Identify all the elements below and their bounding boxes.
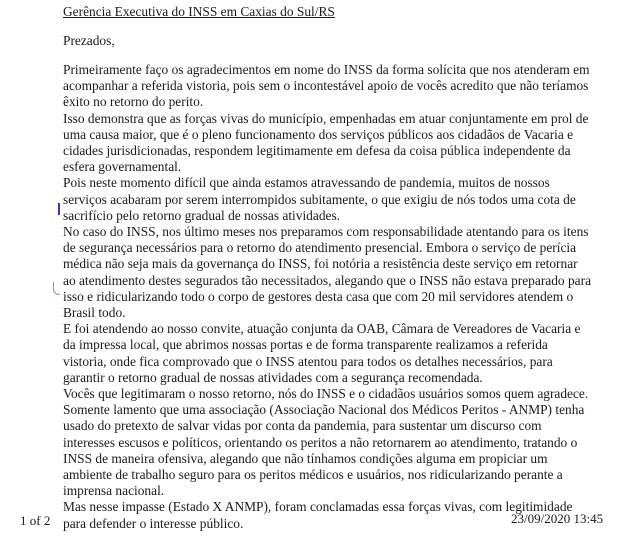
margin-annotation-mark <box>53 282 60 295</box>
body-line: interesses escusos e políticos, orientando os peritos a não retornarem ao atendimento, tratando o <box>63 434 578 450</box>
body-line: médica não seja mais da governança do INSS, foi notória a resistência deste serviço em retornar <box>63 256 578 272</box>
body-line: Primeiramente faço os agradecimentos em nome do INSS da forma solícita que nos atenderam em <box>63 62 590 77</box>
body-line: INSS de maneira ofensiva, alegando que não tínhamos condições alguma em propiciar um <box>63 450 548 466</box>
body-line: garantir o retorno gradual de nossas atividades com a segurança recomendada. <box>63 369 483 385</box>
body-line: esfera governamental. <box>63 159 182 175</box>
body-line: de segurança necessários para o retorno do atendimento presencial. Embora o serviço de perícia <box>63 240 577 256</box>
body-line: usado do pretexto de salvar vidas por conta da pandemia, para sustentar um discurso com <box>63 418 542 434</box>
body-line: Brasil todo. <box>63 305 126 321</box>
body-line: acompanhar a referida vistoria, pois sem o incontestável apoio de vocês acredito que não teríamos <box>63 78 589 94</box>
body-line: ambiente de trabalho seguro para os peritos médicos e usuários, nos ridicularizando perante a <box>63 467 563 483</box>
body-line: para defender o interesse público. <box>63 515 244 531</box>
letter-header: Gerência Executiva do INSS em Caxias do Sul/RS <box>63 4 335 19</box>
body-line: isso e ridicularizando todo o corpo de gestores desta casa que com 20 mil servidores atendem o <box>63 288 574 304</box>
margin-annotation-mark <box>58 203 60 215</box>
body-line: Somente lamento que uma associação (Associação Nacional dos Médicos Peritos - ANMP) tenha <box>63 402 585 418</box>
page-indicator: 1 of 2 <box>20 513 51 528</box>
body-line: Vocês que legitimaram o nosso retorno, nós do INSS e o cidadãos usuários somos quem agradece. <box>63 386 589 402</box>
body-line: imprensa nacional. <box>63 483 165 499</box>
body-line: No caso do INSS, nos último meses nos preparamos com responsabilidade atentando para os itens <box>63 224 589 240</box>
body-line: Mas nesse impasse (Estado X ANMP), foram conclamadas essa forças vivas, com legitimidade <box>63 499 573 515</box>
body-line: ao atendimento destes segurados tão necessitados, alegando que o INSS não estava preparado para <box>63 272 592 288</box>
letter-greeting: Prezados, <box>63 33 115 48</box>
body-line: vistoria, onde fica comprovado que o INSS atentou para todos os detalhes necessários, para <box>63 353 553 369</box>
body-line: cidades jurisdicionadas, respondem legitimamente em defesa da coisa pública independente da <box>63 143 571 159</box>
body-line: Isso demonstra que as forças vivas do município, empenhadas em atuar conjuntamente em prol de <box>63 110 589 126</box>
body-line: da impressa local, que abrimos nossas portas e de forma transparente realizamos a referida <box>63 337 548 353</box>
body-line: êxito no retorno do perito. <box>63 94 204 110</box>
body-line: sacrifício pelo retorno gradual de nossas atividades. <box>63 207 341 223</box>
body-line: uma causa maior, que é o pleno funcionamento dos serviços públicos aos cidadãos de Vacaria e <box>63 126 574 142</box>
letter-body <box>63 62 592 532</box>
body-line: serviços acabaram por serem interrompidos subitamente, o que exigiu de nós todos uma cota de <box>63 191 576 207</box>
body-line: Pois neste momento difícil que ainda estamos atravessando de pandemia, muitos de nossos <box>63 175 550 191</box>
body-line: E foi atendendo ao nosso convite, atuação conjunta da OAB, Câmara de Vereadores de Vacaria e <box>63 321 581 337</box>
print-datetime: 23/09/2020 13:45 <box>511 511 604 526</box>
